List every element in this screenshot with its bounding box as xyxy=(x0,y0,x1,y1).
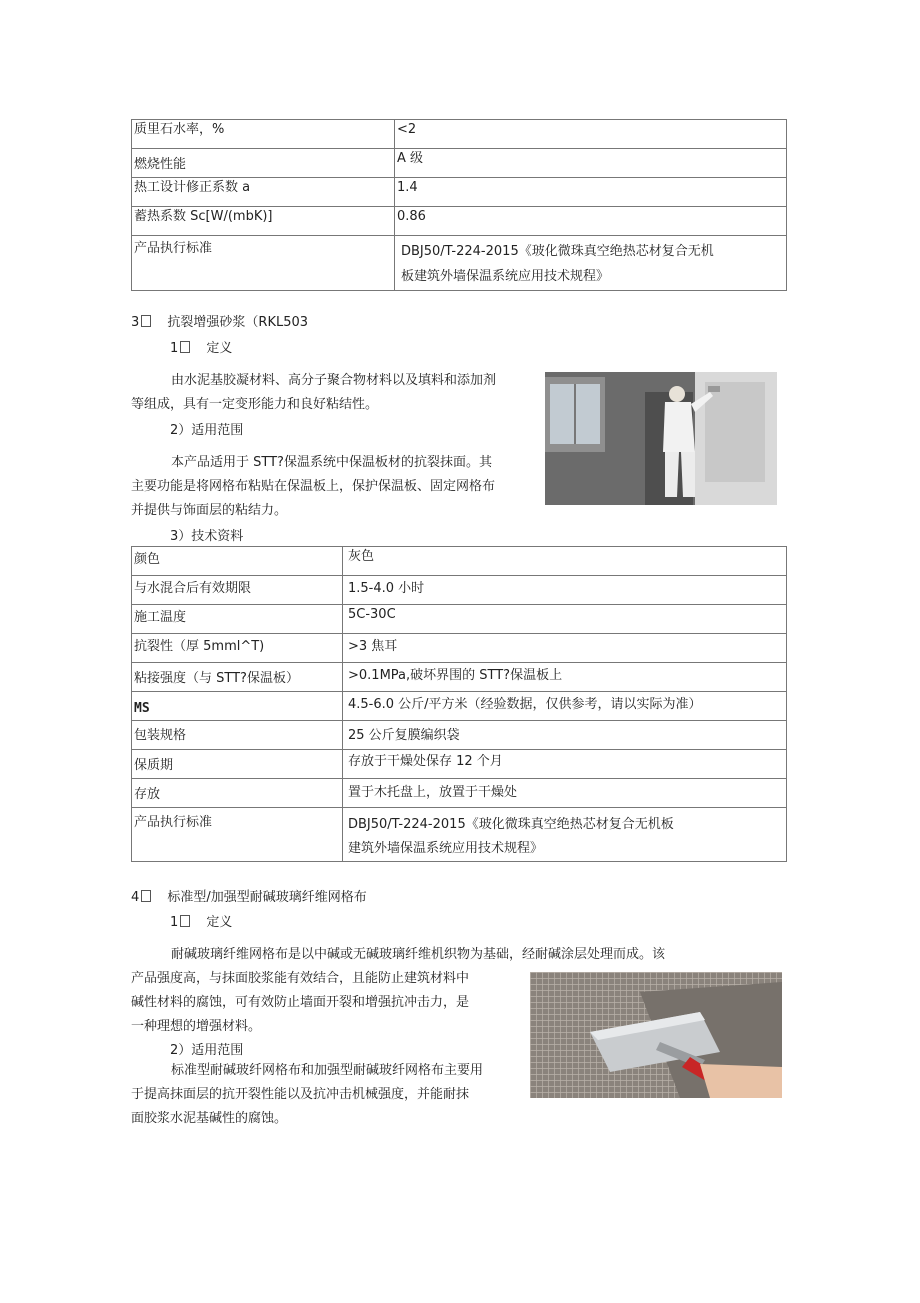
section-4-heading: 4 标准型/加强型耐碱玻璃纤维网格布 xyxy=(131,890,367,905)
section-4-sub1: 1 定义 xyxy=(170,915,233,930)
standard-line-1: DBJ50/T-224-2015《玻化微珠真空绝热芯材复合无机 xyxy=(401,244,714,259)
table-cell: 热工设计修正系数 a xyxy=(132,178,395,207)
section-4-scope: 标准型耐碱玻纤网格布和加强型耐碱玻纤网格布主要用 于提高抹面层的抗开裂性能以及抗冲击机械强度，并能耐抹 面胶浆水泥基碱性的腐蚀。 xyxy=(131,1063,484,1126)
table-cell: 燃烧性能 xyxy=(132,149,395,178)
table-cell: 蓄热系数 Sc[W/(mbK)] xyxy=(132,207,395,236)
worker-plastering-photo xyxy=(545,372,777,505)
table-cell: 0.86 xyxy=(395,207,787,236)
table-row xyxy=(132,576,787,605)
worker-plastering-image xyxy=(545,372,777,505)
table-row xyxy=(132,808,787,862)
section-4-sub2: 2）适用范围 xyxy=(170,1043,244,1058)
table-row xyxy=(132,721,787,750)
checkbox-glyph-icon xyxy=(180,915,190,927)
table-cell: <2 xyxy=(395,120,787,149)
checkbox-glyph-icon xyxy=(141,315,151,327)
table-row xyxy=(132,236,787,291)
table-row xyxy=(132,207,787,236)
table-row xyxy=(132,634,787,663)
table-cell: 产品执行标准 xyxy=(132,236,395,291)
table-cell: 与水混合后有效期限 xyxy=(132,576,343,605)
section-3-definition: 由水泥基胶凝材料、高分子聚合物材料以及填料和添加剂 等组成，具有一定变形能力和良好粘结性。 xyxy=(131,373,497,412)
table-cell xyxy=(395,236,787,291)
table-cell: 施工温度 xyxy=(132,605,343,634)
table-cell: 质里石水率，% xyxy=(132,120,395,149)
spec-table-1 xyxy=(131,119,787,291)
table-row xyxy=(132,605,787,634)
table-cell: 存放 xyxy=(132,779,343,808)
section-4-definition: 耐碱玻璃纤维网格布是以中碱或无碱玻璃纤维机织物为基础，经耐碱涂层处理而成。该 产品强度高，与抹面胶浆能有效结合，且能防止建筑材料中 碱性材料的腐蚀，可有效防止墙面开裂和增强抗冲击力，是 一种理想的增强材料。 xyxy=(131,947,666,1034)
table-cell: 产品执行标准 xyxy=(132,808,343,862)
mesh-trowel-image xyxy=(530,972,782,1098)
table-cell: 25 公斤复膜编织袋 xyxy=(343,721,787,750)
standard-line-1: DBJ50/T-224-2015《玻化微珠真空绝热芯材复合无机板 xyxy=(348,817,674,832)
table-row xyxy=(132,149,787,178)
checkbox-glyph-icon xyxy=(141,890,151,902)
table-cell: 粘接强度（与 STT?保温板） xyxy=(132,663,343,692)
section-3-scope: 本产品适用于 STT?保温系统中保温板材的抗裂抹面。其 主要功能是将网格布粘贴在保温板上，保护保温板、固定网格布 并提供与饰面层的粘结力。 xyxy=(131,455,496,518)
mesh-trowel-photo xyxy=(530,972,782,1098)
table-cell: MS xyxy=(132,692,343,721)
spec-table-2 xyxy=(131,546,787,862)
table-cell: 1.5-4.0 小时 xyxy=(343,576,787,605)
table-row xyxy=(132,750,787,779)
table-row xyxy=(132,663,787,692)
section-3-heading: 3 抗裂增强砂浆（RKL503 xyxy=(131,315,309,330)
table-cell: 置于木托盘上，放置于干燥处 xyxy=(343,779,787,808)
standard-line-2: 板建筑外墙保温系统应用技术规程》 xyxy=(401,269,610,284)
table-cell xyxy=(343,808,787,862)
table-row xyxy=(132,547,787,576)
table-row xyxy=(132,692,787,721)
table-cell: >3 焦耳 xyxy=(343,634,787,663)
table-row xyxy=(132,779,787,808)
table-cell: 颜色 xyxy=(132,547,343,576)
checkbox-glyph-icon xyxy=(180,341,190,353)
table-cell: 包装规格 xyxy=(132,721,343,750)
table-cell: 存放于干燥处保存 12 个月 xyxy=(343,750,787,779)
section-3-sub2: 2）适用范围 xyxy=(170,423,244,438)
table-cell: 1.4 xyxy=(395,178,787,207)
section-3-sub3: 3）技术资料 xyxy=(170,529,244,544)
table-row xyxy=(132,120,787,149)
table-cell: 保质期 xyxy=(132,750,343,779)
table-cell: A 级 xyxy=(395,149,787,178)
table-cell: 4.5-6.0 公斤/平方米（经验数据，仅供参考，请以实际为准） xyxy=(343,692,787,721)
table-cell: 灰色 xyxy=(343,547,787,576)
standard-line-2: 建筑外墙保温系统应用技术规程》 xyxy=(348,841,544,856)
table-cell: >0.1MPa,破坏界围的 STT?保温板上 xyxy=(343,663,787,692)
table-cell: 5C-30C xyxy=(343,605,787,634)
table-row xyxy=(132,178,787,207)
section-3-sub1: 1 定义 xyxy=(170,341,233,356)
table-cell: 抗裂性（厚 5mml^T) xyxy=(132,634,343,663)
